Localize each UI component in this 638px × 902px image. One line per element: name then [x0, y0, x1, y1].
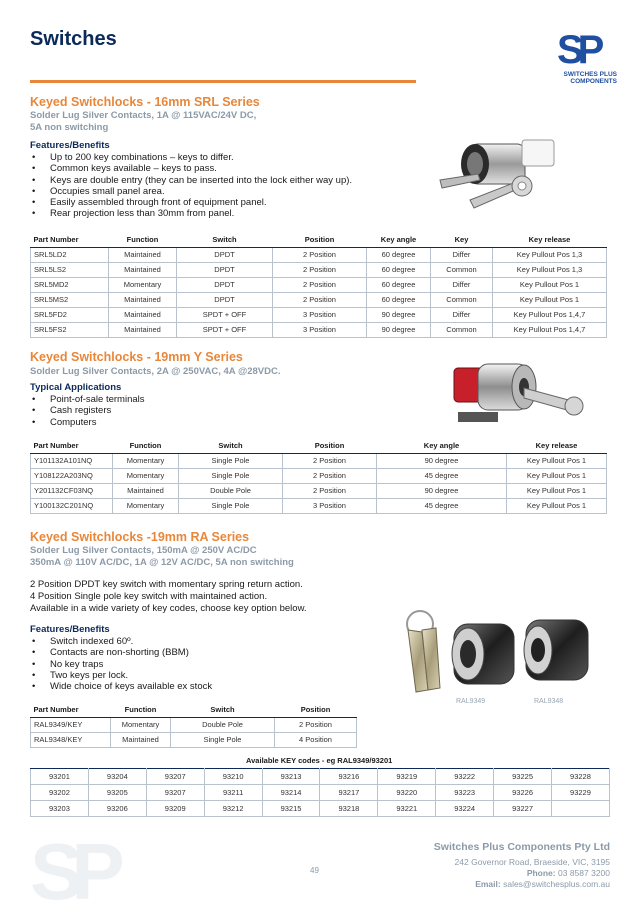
table-cell: 93205	[88, 785, 146, 801]
ra-description-line2: 4 Position Single pole key switch with maintained action.	[30, 591, 268, 602]
y-spec-line1: Solder Lug Silver Contacts, 2A @ 250VAC, 4A @28VDC.	[30, 366, 281, 377]
column-header: Part Number	[31, 703, 111, 717]
table-cell: 93219	[378, 769, 436, 785]
footer-watermark-logo: SP	[30, 827, 113, 902]
list-item: • Contacts are non-shorting (BBM)	[30, 647, 212, 658]
table-cell: Double Pole	[171, 717, 275, 732]
table-cell: Key Pullout Pos 1	[507, 453, 607, 468]
table-row	[31, 717, 357, 732]
table-cell: 90 degree	[367, 307, 431, 322]
table-cell: 93201	[31, 769, 89, 785]
table-cell: Maintained	[109, 262, 177, 277]
table-cell: 60 degree	[367, 292, 431, 307]
table-cell: 60 degree	[367, 262, 431, 277]
ra-switchlock-photo	[398, 606, 608, 698]
table-cell: Differ	[431, 277, 493, 292]
srl-spec-line2: 5A non switching	[30, 122, 109, 133]
footer-phone	[527, 868, 610, 878]
table-cell: 60 degree	[367, 277, 431, 292]
column-header: Part Number	[31, 439, 113, 453]
column-header: Key	[431, 233, 493, 247]
table-cell: Single Pole	[179, 453, 283, 468]
table-cell: RAL9349/KEY	[31, 717, 111, 732]
list-item: • Switch indexed 60º.	[30, 636, 212, 647]
table-cell: SRL5FS2	[31, 322, 109, 337]
table-cell: 93206	[88, 801, 146, 817]
table-cell: 93213	[262, 769, 320, 785]
email-label: Email:	[475, 879, 501, 889]
table-cell: Maintained	[109, 322, 177, 337]
table-cell: Momentary	[113, 468, 179, 483]
table-cell: 90 degree	[367, 322, 431, 337]
table-row	[31, 483, 607, 498]
srl-parts-table	[30, 233, 607, 338]
list-item: • Cash registers	[30, 405, 145, 416]
table-cell: Maintained	[113, 483, 179, 498]
ra-photo-caption-2: RAL9348	[534, 698, 564, 705]
table-cell: 3 Position	[273, 307, 367, 322]
logo-letters: SP	[557, 28, 599, 72]
table-row	[31, 247, 607, 262]
page-title: Switches	[30, 28, 117, 50]
table-row	[31, 277, 607, 292]
list-item: • Rear projection less than 30mm from panel.	[30, 208, 352, 219]
table-cell: Maintained	[111, 732, 171, 747]
table-cell: Differ	[431, 307, 493, 322]
table-cell: 45 degree	[377, 468, 507, 483]
table-row	[31, 292, 607, 307]
table-cell: Common	[431, 322, 493, 337]
column-header: Key release	[493, 233, 607, 247]
table-cell: Common	[431, 292, 493, 307]
table-cell: DPDT	[177, 262, 273, 277]
ra-description-line1: 2 Position DPDT key switch with momentary spring return action.	[30, 579, 303, 590]
table-row	[31, 801, 610, 817]
y-applications-list	[30, 394, 145, 428]
footer-email	[475, 879, 610, 889]
table-row	[31, 262, 607, 277]
table-cell: RAL9348/KEY	[31, 732, 111, 747]
table-header-row	[31, 233, 607, 247]
company-logo	[553, 30, 617, 85]
list-item: • Two keys per lock.	[30, 670, 212, 681]
table-cell: Key Pullout Pos 1,4,7	[493, 307, 607, 322]
table-cell: Key Pullout Pos 1	[507, 483, 607, 498]
table-cell: SPDT + OFF	[177, 322, 273, 337]
title-rule	[30, 80, 416, 83]
list-item: • No key traps	[30, 659, 212, 670]
table-cell: 93229	[552, 785, 610, 801]
y-parts-table	[30, 439, 607, 514]
table-cell: Key Pullout Pos 1	[493, 277, 607, 292]
table-cell: 93224	[436, 801, 494, 817]
ra-parts-table	[30, 703, 357, 748]
table-row	[31, 732, 357, 747]
table-cell: 93218	[320, 801, 378, 817]
column-header: Function	[111, 703, 171, 717]
table-cell: 93221	[378, 801, 436, 817]
column-header: Key angle	[367, 233, 431, 247]
table-cell: 93217	[320, 785, 378, 801]
table-cell: Differ	[431, 247, 493, 262]
table-row	[31, 322, 607, 337]
table-cell: Key Pullout Pos 1	[507, 468, 607, 483]
table-cell: 3 Position	[283, 498, 377, 513]
table-cell: 3 Position	[273, 322, 367, 337]
table-header-row	[31, 703, 357, 717]
table-cell: Double Pole	[179, 483, 283, 498]
column-header: Function	[113, 439, 179, 453]
table-cell: 93223	[436, 785, 494, 801]
srl-features-heading: Features/Benefits	[30, 140, 110, 151]
table-cell: 93211	[204, 785, 262, 801]
table-cell: 93202	[31, 785, 89, 801]
logo-text-line1: SWITCHES PLUS	[563, 71, 617, 78]
column-header: Function	[109, 233, 177, 247]
table-row	[31, 453, 607, 468]
table-cell: Y100132C201NQ	[31, 498, 113, 513]
ra-features-heading: Features/Benefits	[30, 624, 110, 635]
table-header-row	[31, 439, 607, 453]
table-cell: Y201132CF03NQ	[31, 483, 113, 498]
ra-features-list	[30, 636, 212, 692]
table-cell: Maintained	[109, 307, 177, 322]
table-cell: Momentary	[113, 453, 179, 468]
table-cell: Key Pullout Pos 1	[507, 498, 607, 513]
table-cell: 4 Position	[275, 732, 357, 747]
y-section-title: Keyed Switchlocks - 19mm Y Series	[30, 350, 243, 364]
table-cell: 93212	[204, 801, 262, 817]
table-cell: Single Pole	[171, 732, 275, 747]
column-header: Key angle	[377, 439, 507, 453]
key-codes-table	[30, 768, 610, 817]
table-cell: Y108122A203NQ	[31, 468, 113, 483]
column-header: Switch	[179, 439, 283, 453]
table-cell: Momentary	[109, 277, 177, 292]
table-cell: DPDT	[177, 292, 273, 307]
table-cell: Y101132A101NQ	[31, 453, 113, 468]
srl-features-list	[30, 152, 352, 220]
column-header: Position	[283, 439, 377, 453]
column-header: Switch	[171, 703, 275, 717]
table-cell: 90 degree	[377, 453, 507, 468]
table-cell: SRL5FD2	[31, 307, 109, 322]
table-row	[31, 468, 607, 483]
table-row	[31, 307, 607, 322]
y-switchlock-photo	[448, 354, 588, 434]
table-cell: 2 Position	[273, 262, 367, 277]
table-cell: 93209	[146, 801, 204, 817]
table-row	[31, 785, 610, 801]
table-cell: Key Pullout Pos 1,3	[493, 247, 607, 262]
table-cell: 2 Position	[283, 453, 377, 468]
table-cell	[552, 801, 610, 817]
ra-spec-line1: Solder Lug Silver Contacts, 150mA @ 250V AC/DC	[30, 545, 257, 556]
column-header: Position	[275, 703, 357, 717]
table-cell: SRL5MD2	[31, 277, 109, 292]
table-cell: 2 Position	[283, 483, 377, 498]
srl-section-title: Keyed Switchlocks - 16mm SRL Series	[30, 95, 260, 109]
table-cell: Maintained	[109, 247, 177, 262]
logo-text-line2: COMPONENTS	[570, 78, 617, 85]
table-cell: 90 degree	[377, 483, 507, 498]
table-cell: Key Pullout Pos 1,3	[493, 262, 607, 277]
table-cell: DPDT	[177, 277, 273, 292]
list-item: • Up to 200 key combinations – keys to differ.	[30, 152, 352, 163]
table-cell: Momentary	[111, 717, 171, 732]
table-cell: 93204	[88, 769, 146, 785]
phone-number: 03 8587 3200	[558, 868, 610, 878]
table-cell: 93220	[378, 785, 436, 801]
table-cell: 60 degree	[367, 247, 431, 262]
phone-label: Phone:	[526, 868, 556, 878]
ra-photo-caption-1: RAL9349	[456, 698, 486, 705]
list-item: • Wide choice of keys available ex stock	[30, 681, 212, 692]
table-cell: 93227	[494, 801, 552, 817]
table-cell: 93216	[320, 769, 378, 785]
ra-spec-line2: 350mA @ 110V AC/DC, 1A @ 12V AC/DC, 5A non switching	[30, 557, 294, 568]
table-cell: Single Pole	[179, 468, 283, 483]
column-header: Key release	[507, 439, 607, 453]
key-codes-caption: Available KEY codes - eg RAL9349/93201	[246, 756, 393, 765]
page-number: 49	[310, 866, 319, 875]
table-cell: DPDT	[177, 247, 273, 262]
table-cell: 93225	[494, 769, 552, 785]
list-item: • Point-of-sale terminals	[30, 394, 145, 405]
table-row	[31, 498, 607, 513]
list-item: • Keys are double entry (they can be inserted into the lock either way up).	[30, 175, 352, 186]
table-cell: 93203	[31, 801, 89, 817]
table-cell: 2 Position	[273, 277, 367, 292]
table-cell: 45 degree	[377, 498, 507, 513]
table-cell: Key Pullout Pos 1	[493, 292, 607, 307]
list-item: • Computers	[30, 417, 145, 428]
footer-company-name: Switches Plus Components Pty Ltd	[433, 841, 610, 853]
table-cell: Single Pole	[179, 498, 283, 513]
table-cell: 2 Position	[275, 717, 357, 732]
table-cell: SRL5LS2	[31, 262, 109, 277]
table-cell: SRL5MS2	[31, 292, 109, 307]
ra-description-line3: Available in a wide variety of key codes, choose key option below.	[30, 603, 307, 614]
column-header: Position	[273, 233, 367, 247]
table-cell: 93207	[146, 785, 204, 801]
table-cell: 93207	[146, 769, 204, 785]
table-cell: Momentary	[113, 498, 179, 513]
srl-spec-line1: Solder Lug Silver Contacts, 1A @ 115VAC/24V DC,	[30, 110, 257, 121]
srl-switchlock-photo	[430, 130, 580, 220]
table-cell: 2 Position	[283, 468, 377, 483]
ra-section-title: Keyed Switchlocks -19mm RA Series	[30, 530, 250, 544]
table-row	[31, 769, 610, 785]
table-cell: 93228	[552, 769, 610, 785]
y-applications-heading: Typical Applications	[30, 382, 122, 393]
table-cell: 2 Position	[273, 247, 367, 262]
table-cell: 93215	[262, 801, 320, 817]
table-cell: SPDT + OFF	[177, 307, 273, 322]
email-address[interactable]: sales@switchesplus.com.au	[503, 879, 610, 889]
table-cell: 93214	[262, 785, 320, 801]
table-cell: Key Pullout Pos 1,4,7	[493, 322, 607, 337]
table-cell: 2 Position	[273, 292, 367, 307]
list-item: • Easily assembled through front of equipment panel.	[30, 197, 352, 208]
list-item: • Occupies small panel area.	[30, 186, 352, 197]
table-cell: 93226	[494, 785, 552, 801]
footer-address: 242 Governor Road, Braeside, VIC, 3195	[454, 857, 610, 867]
column-header: Part Number	[31, 233, 109, 247]
table-cell: 93210	[204, 769, 262, 785]
list-item: • Common keys available – keys to pass.	[30, 163, 352, 174]
table-cell: Common	[431, 262, 493, 277]
table-cell: Maintained	[109, 292, 177, 307]
column-header: Switch	[177, 233, 273, 247]
table-cell: SRL5LD2	[31, 247, 109, 262]
table-cell: 93222	[436, 769, 494, 785]
